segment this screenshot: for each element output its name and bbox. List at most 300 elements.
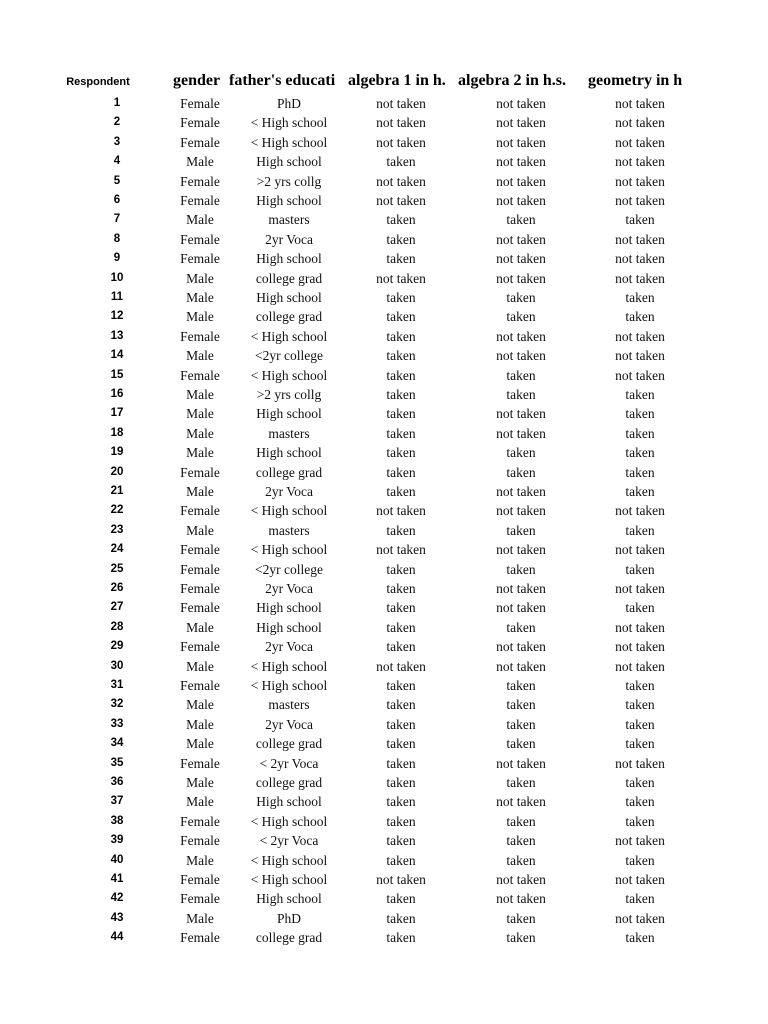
cell-geometry: taken xyxy=(625,600,655,616)
cell-algebra2: not taken xyxy=(496,658,546,674)
cell-father-education: college grad xyxy=(255,309,323,325)
cell-gender: Female xyxy=(180,678,220,693)
cell-algebra2: not taken xyxy=(496,96,546,111)
cell-gender: Female xyxy=(180,600,220,616)
cell-respondent: 12 xyxy=(110,310,124,323)
cell-algebra1: taken xyxy=(386,231,416,247)
cell-father-education: < High school xyxy=(250,134,328,150)
cell-geometry: not taken xyxy=(615,173,665,189)
cell-algebra1: taken xyxy=(386,794,416,810)
table-row xyxy=(0,928,768,947)
cell-algebra1: taken xyxy=(386,813,416,829)
cell-respondent: 15 xyxy=(110,368,124,381)
cell-algebra2: not taken xyxy=(496,891,546,907)
cell-gender: Male xyxy=(186,348,214,364)
cell-algebra1: taken xyxy=(386,387,416,402)
cell-father-education: < High school xyxy=(250,658,328,674)
cell-algebra1: taken xyxy=(386,833,416,849)
cell-gender: Female xyxy=(180,367,220,383)
cell-respondent: 37 xyxy=(110,795,124,808)
cell-respondent: 19 xyxy=(110,446,124,459)
table-row xyxy=(0,754,768,773)
cell-respondent: 30 xyxy=(110,659,124,672)
table-row xyxy=(0,870,768,889)
cell-gender: Female xyxy=(180,542,220,558)
table-row xyxy=(0,191,768,210)
cell-algebra1: taken xyxy=(386,852,416,868)
cell-geometry: taken xyxy=(625,425,655,441)
cell-geometry: taken xyxy=(625,387,655,402)
cell-algebra2: taken xyxy=(506,697,536,713)
cell-father-education: masters xyxy=(268,425,310,441)
cell-algebra2: not taken xyxy=(496,193,546,208)
table-row xyxy=(0,482,768,501)
cell-algebra2: taken xyxy=(506,930,536,946)
cell-father-education: High school xyxy=(256,251,322,267)
cell-algebra1: not taken xyxy=(376,96,426,111)
cell-father-education: >2 yrs collg xyxy=(256,173,322,189)
cell-respondent: 40 xyxy=(110,853,124,866)
cell-respondent: 20 xyxy=(110,465,124,478)
cell-respondent: 7 xyxy=(113,213,121,226)
cell-geometry: not taken xyxy=(615,755,665,771)
cell-respondent: 2 xyxy=(113,116,121,129)
cell-algebra2: taken xyxy=(506,445,536,461)
cell-gender: Male xyxy=(186,658,214,674)
cell-gender: Female xyxy=(180,930,220,946)
cell-geometry: taken xyxy=(625,678,655,693)
cell-gender: Female xyxy=(180,561,220,577)
table-row xyxy=(0,851,768,870)
cell-respondent: 43 xyxy=(110,911,124,924)
cell-gender: Male xyxy=(186,309,214,325)
cell-respondent: 35 xyxy=(110,756,124,769)
cell-geometry: taken xyxy=(625,852,655,868)
cell-algebra1: not taken xyxy=(376,115,426,131)
header-algebra1: algebra 1 in h. xyxy=(348,72,446,89)
cell-father-education: 2yr Voca xyxy=(265,581,313,596)
cell-geometry: not taken xyxy=(615,833,665,849)
cell-gender: Female xyxy=(180,96,220,111)
cell-algebra1: taken xyxy=(386,755,416,771)
table-row xyxy=(0,307,768,326)
cell-algebra1: not taken xyxy=(376,173,426,189)
table-row xyxy=(0,560,768,579)
cell-respondent: 31 xyxy=(110,679,124,691)
cell-father-education: PhD xyxy=(276,910,301,926)
cell-father-education: 2yr Voca xyxy=(265,484,313,499)
cell-algebra2: taken xyxy=(506,464,536,480)
cell-geometry: taken xyxy=(625,445,655,461)
cell-gender: Male xyxy=(186,154,214,170)
cell-algebra2: taken xyxy=(506,813,536,829)
cell-geometry: not taken xyxy=(615,348,665,364)
cell-algebra1: not taken xyxy=(376,270,426,286)
cell-father-education: < High school xyxy=(250,503,328,519)
table-row xyxy=(0,113,768,132)
cell-gender: Male xyxy=(186,852,214,868)
table-row xyxy=(0,657,768,676)
cell-father-education: High school xyxy=(256,600,322,616)
cell-respondent: 3 xyxy=(113,135,121,148)
cell-geometry: not taken xyxy=(615,134,665,150)
cell-respondent: 4 xyxy=(113,155,121,168)
cell-algebra2: taken xyxy=(506,619,536,635)
cell-geometry: not taken xyxy=(615,367,665,383)
table-row xyxy=(0,249,768,268)
cell-father-education: High school xyxy=(256,290,322,305)
table-row xyxy=(0,889,768,908)
cell-father-education: High school xyxy=(256,193,322,208)
table-row xyxy=(0,366,768,385)
cell-geometry: taken xyxy=(625,930,655,946)
cell-father-education: masters xyxy=(268,697,310,713)
cell-algebra2: not taken xyxy=(496,115,546,131)
cell-geometry: not taken xyxy=(615,619,665,635)
cell-gender: Female xyxy=(180,813,220,829)
cell-gender: Male xyxy=(186,445,214,461)
cell-respondent: 1 xyxy=(113,97,121,109)
cell-algebra2: taken xyxy=(506,775,536,790)
table-row xyxy=(0,637,768,656)
table-row xyxy=(0,909,768,928)
cell-father-education: <2yr college xyxy=(255,348,323,364)
cell-gender: Male xyxy=(186,736,214,752)
cell-algebra2: taken xyxy=(506,716,536,732)
cell-algebra1: taken xyxy=(386,348,416,364)
header-gender: gender xyxy=(173,72,221,89)
cell-algebra2: not taken xyxy=(496,755,546,771)
table-row xyxy=(0,579,768,598)
cell-algebra1: taken xyxy=(386,639,416,655)
cell-father-education: 2yr Voca xyxy=(265,231,313,247)
cell-algebra2: taken xyxy=(506,833,536,849)
cell-geometry: taken xyxy=(625,561,655,577)
cell-gender: Male xyxy=(186,212,214,228)
cell-algebra1: taken xyxy=(386,910,416,926)
table-row xyxy=(0,695,768,714)
cell-algebra1: taken xyxy=(386,290,416,305)
cell-respondent: 28 xyxy=(110,620,124,633)
cell-gender: Female xyxy=(180,134,220,150)
cell-algebra1: taken xyxy=(386,581,416,596)
cell-algebra2: not taken xyxy=(496,872,546,887)
cell-gender: Male xyxy=(186,716,214,732)
table-row xyxy=(0,133,768,152)
table-row xyxy=(0,676,768,695)
cell-father-education: college grad xyxy=(255,270,323,286)
cell-gender: Female xyxy=(180,464,220,480)
cell-algebra1: not taken xyxy=(376,658,426,674)
cell-algebra2: taken xyxy=(506,387,536,402)
cell-respondent: 27 xyxy=(110,601,124,614)
cell-father-education: PhD xyxy=(276,96,301,111)
cell-gender: Male xyxy=(186,522,214,538)
table-row xyxy=(0,501,768,520)
cell-father-education: masters xyxy=(268,212,310,228)
cell-father-education: 2yr Voca xyxy=(265,716,313,732)
cell-respondent: 44 xyxy=(110,931,124,944)
cell-algebra2: not taken xyxy=(496,154,546,170)
cell-gender: Female xyxy=(180,503,220,519)
cell-geometry: not taken xyxy=(615,96,665,111)
cell-father-education: college grad xyxy=(255,736,323,752)
cell-algebra2: taken xyxy=(506,561,536,577)
cell-gender: Female xyxy=(180,231,220,247)
header-respondent: Respondent xyxy=(66,76,130,88)
cell-algebra1: taken xyxy=(386,716,416,732)
table-row xyxy=(0,172,768,191)
cell-geometry: not taken xyxy=(615,251,665,267)
cell-geometry: not taken xyxy=(615,115,665,131)
cell-respondent: 32 xyxy=(110,698,124,711)
cell-respondent: 14 xyxy=(110,349,124,362)
cell-algebra1: taken xyxy=(386,328,416,344)
cell-father-education: < High school xyxy=(250,115,328,131)
cell-algebra1: taken xyxy=(386,697,416,713)
cell-algebra1: not taken xyxy=(376,193,426,208)
table-row xyxy=(0,715,768,734)
cell-geometry: taken xyxy=(625,697,655,713)
cell-algebra1: taken xyxy=(386,775,416,790)
cell-father-education: High school xyxy=(256,619,322,635)
cell-algebra1: taken xyxy=(386,891,416,907)
cell-geometry: taken xyxy=(625,309,655,325)
cell-algebra2: not taken xyxy=(496,484,546,499)
table-row xyxy=(0,346,768,365)
cell-algebra2: not taken xyxy=(496,173,546,189)
header-father-education: father's educati xyxy=(229,72,336,89)
cell-algebra2: not taken xyxy=(496,348,546,364)
table-row xyxy=(0,269,768,288)
cell-algebra2: not taken xyxy=(496,581,546,596)
cell-geometry: taken xyxy=(625,736,655,752)
cell-respondent: 22 xyxy=(110,504,124,517)
cell-algebra2: not taken xyxy=(496,600,546,616)
cell-algebra1: taken xyxy=(386,678,416,693)
cell-father-education: masters xyxy=(268,522,310,538)
cell-algebra2: not taken xyxy=(496,794,546,810)
header-algebra2: algebra 2 in h.s. xyxy=(458,72,567,89)
cell-father-education: college grad xyxy=(255,464,323,480)
cell-algebra1: taken xyxy=(386,367,416,383)
cell-gender: Male xyxy=(186,775,214,790)
table-row xyxy=(0,404,768,423)
cell-father-education: < 2yr Voca xyxy=(259,755,319,771)
cell-algebra1: taken xyxy=(386,425,416,441)
cell-algebra2: taken xyxy=(506,367,536,383)
cell-gender: Female xyxy=(180,193,220,208)
cell-respondent: 34 xyxy=(110,737,124,750)
table-row xyxy=(0,540,768,559)
cell-algebra1: taken xyxy=(386,445,416,461)
cell-geometry: not taken xyxy=(615,328,665,344)
cell-respondent: 38 xyxy=(110,814,124,827)
table-row xyxy=(0,598,768,617)
cell-respondent: 41 xyxy=(110,873,124,885)
cell-father-education: < High school xyxy=(250,367,328,383)
cell-respondent: 5 xyxy=(113,174,121,187)
cell-geometry: not taken xyxy=(615,154,665,170)
cell-gender: Male xyxy=(186,697,214,713)
cell-algebra2: taken xyxy=(506,309,536,325)
cell-geometry: not taken xyxy=(615,270,665,286)
cell-father-education: <2yr college xyxy=(255,561,323,577)
cell-gender: Female xyxy=(180,115,220,131)
table-row xyxy=(0,521,768,540)
cell-gender: Female xyxy=(180,251,220,267)
cell-geometry: taken xyxy=(625,212,655,228)
cell-geometry: not taken xyxy=(615,231,665,247)
cell-respondent: 21 xyxy=(110,485,124,497)
cell-algebra1: taken xyxy=(386,154,416,170)
table-row xyxy=(0,734,768,753)
cell-algebra1: taken xyxy=(386,406,416,422)
cell-algebra1: not taken xyxy=(376,542,426,558)
cell-gender: Male xyxy=(186,794,214,810)
cell-father-education: < High school xyxy=(250,813,328,829)
cell-geometry: taken xyxy=(625,290,655,305)
cell-geometry: taken xyxy=(625,716,655,732)
cell-respondent: 11 xyxy=(110,291,124,303)
cell-gender: Female xyxy=(180,639,220,655)
cell-geometry: taken xyxy=(625,891,655,907)
cell-gender: Female xyxy=(180,173,220,189)
cell-father-education: college grad xyxy=(255,930,323,946)
cell-gender: Female xyxy=(180,581,220,596)
cell-father-education: < High school xyxy=(250,852,328,868)
cell-algebra2: not taken xyxy=(496,425,546,441)
cell-geometry: not taken xyxy=(615,872,665,887)
cell-father-education: 2yr Voca xyxy=(265,639,313,655)
cell-respondent: 9 xyxy=(113,252,121,265)
cell-algebra2: not taken xyxy=(496,134,546,150)
cell-father-education: High school xyxy=(256,406,322,422)
cell-father-education: >2 yrs collg xyxy=(256,387,322,402)
cell-gender: Male xyxy=(186,484,214,499)
table-row xyxy=(0,792,768,811)
cell-respondent: 42 xyxy=(110,892,124,905)
cell-gender: Female xyxy=(180,872,220,887)
cell-algebra1: taken xyxy=(386,600,416,616)
cell-geometry: not taken xyxy=(615,542,665,558)
cell-respondent: 36 xyxy=(110,776,124,788)
table-row xyxy=(0,327,768,346)
cell-algebra1: taken xyxy=(386,251,416,267)
cell-algebra1: taken xyxy=(386,522,416,538)
cell-algebra1: taken xyxy=(386,464,416,480)
cell-gender: Female xyxy=(180,328,220,344)
cell-geometry: taken xyxy=(625,464,655,480)
cell-gender: Male xyxy=(186,406,214,422)
cell-geometry: taken xyxy=(625,794,655,810)
table-row xyxy=(0,424,768,443)
cell-geometry: not taken xyxy=(615,658,665,674)
header-geometry: geometry in h xyxy=(588,72,683,89)
table-row xyxy=(0,230,768,249)
cell-algebra2: taken xyxy=(506,212,536,228)
cell-father-education: < High school xyxy=(250,328,328,344)
cell-gender: Male xyxy=(186,290,214,305)
cell-algebra1: not taken xyxy=(376,872,426,887)
table-row xyxy=(0,773,768,792)
cell-algebra1: not taken xyxy=(376,134,426,150)
cell-geometry: not taken xyxy=(615,503,665,519)
cell-algebra2: not taken xyxy=(496,328,546,344)
cell-respondent: 23 xyxy=(110,523,124,536)
cell-gender: Female xyxy=(180,755,220,771)
cell-algebra1: taken xyxy=(386,930,416,946)
cell-respondent: 29 xyxy=(110,640,124,653)
cell-geometry: not taken xyxy=(615,910,665,926)
cell-father-education: High school xyxy=(256,154,322,170)
cell-geometry: taken xyxy=(625,484,655,499)
cell-respondent: 6 xyxy=(113,194,121,206)
cell-algebra2: taken xyxy=(506,678,536,693)
cell-father-education: < High school xyxy=(250,872,328,887)
table-row xyxy=(0,618,768,637)
cell-father-education: < 2yr Voca xyxy=(259,833,319,849)
cell-algebra2: not taken xyxy=(496,231,546,247)
table-row xyxy=(0,210,768,229)
cell-gender: Male xyxy=(186,619,214,635)
cell-respondent: 26 xyxy=(110,582,124,594)
cell-respondent: 24 xyxy=(110,543,124,556)
cell-algebra1: taken xyxy=(386,619,416,635)
cell-algebra2: not taken xyxy=(496,406,546,422)
cell-algebra1: taken xyxy=(386,309,416,325)
cell-father-education: < High school xyxy=(250,678,328,693)
cell-father-education: college grad xyxy=(255,775,323,790)
cell-respondent: 10 xyxy=(110,271,124,284)
cell-gender: Female xyxy=(180,833,220,849)
cell-gender: Male xyxy=(186,270,214,286)
table-row xyxy=(0,812,768,831)
cell-gender: Female xyxy=(180,891,220,907)
cell-father-education: High school xyxy=(256,891,322,907)
cell-father-education: High school xyxy=(256,794,322,810)
table-row xyxy=(0,152,768,171)
cell-geometry: taken xyxy=(625,775,655,790)
cell-algebra1: taken xyxy=(386,484,416,499)
cell-algebra2: not taken xyxy=(496,251,546,267)
cell-algebra1: taken xyxy=(386,212,416,228)
cell-algebra2: not taken xyxy=(496,503,546,519)
cell-algebra1: not taken xyxy=(376,503,426,519)
cell-respondent: 13 xyxy=(110,329,124,342)
cell-gender: Male xyxy=(186,387,214,402)
cell-geometry: taken xyxy=(625,522,655,538)
cell-algebra2: taken xyxy=(506,736,536,752)
cell-respondent: 17 xyxy=(110,407,124,420)
cell-geometry: not taken xyxy=(615,193,665,208)
table-row xyxy=(0,385,768,404)
cell-father-education: < High school xyxy=(250,542,328,558)
cell-geometry: not taken xyxy=(615,581,665,596)
cell-algebra1: taken xyxy=(386,561,416,577)
table-row xyxy=(0,94,768,113)
cell-respondent: 25 xyxy=(110,562,124,575)
cell-respondent: 18 xyxy=(110,426,124,439)
cell-respondent: 16 xyxy=(110,388,124,400)
table-row xyxy=(0,288,768,307)
table-row xyxy=(0,831,768,850)
cell-gender: Male xyxy=(186,425,214,441)
cell-algebra2: not taken xyxy=(496,639,546,655)
table-row xyxy=(0,443,768,462)
cell-algebra2: taken xyxy=(506,522,536,538)
cell-geometry: taken xyxy=(625,406,655,422)
